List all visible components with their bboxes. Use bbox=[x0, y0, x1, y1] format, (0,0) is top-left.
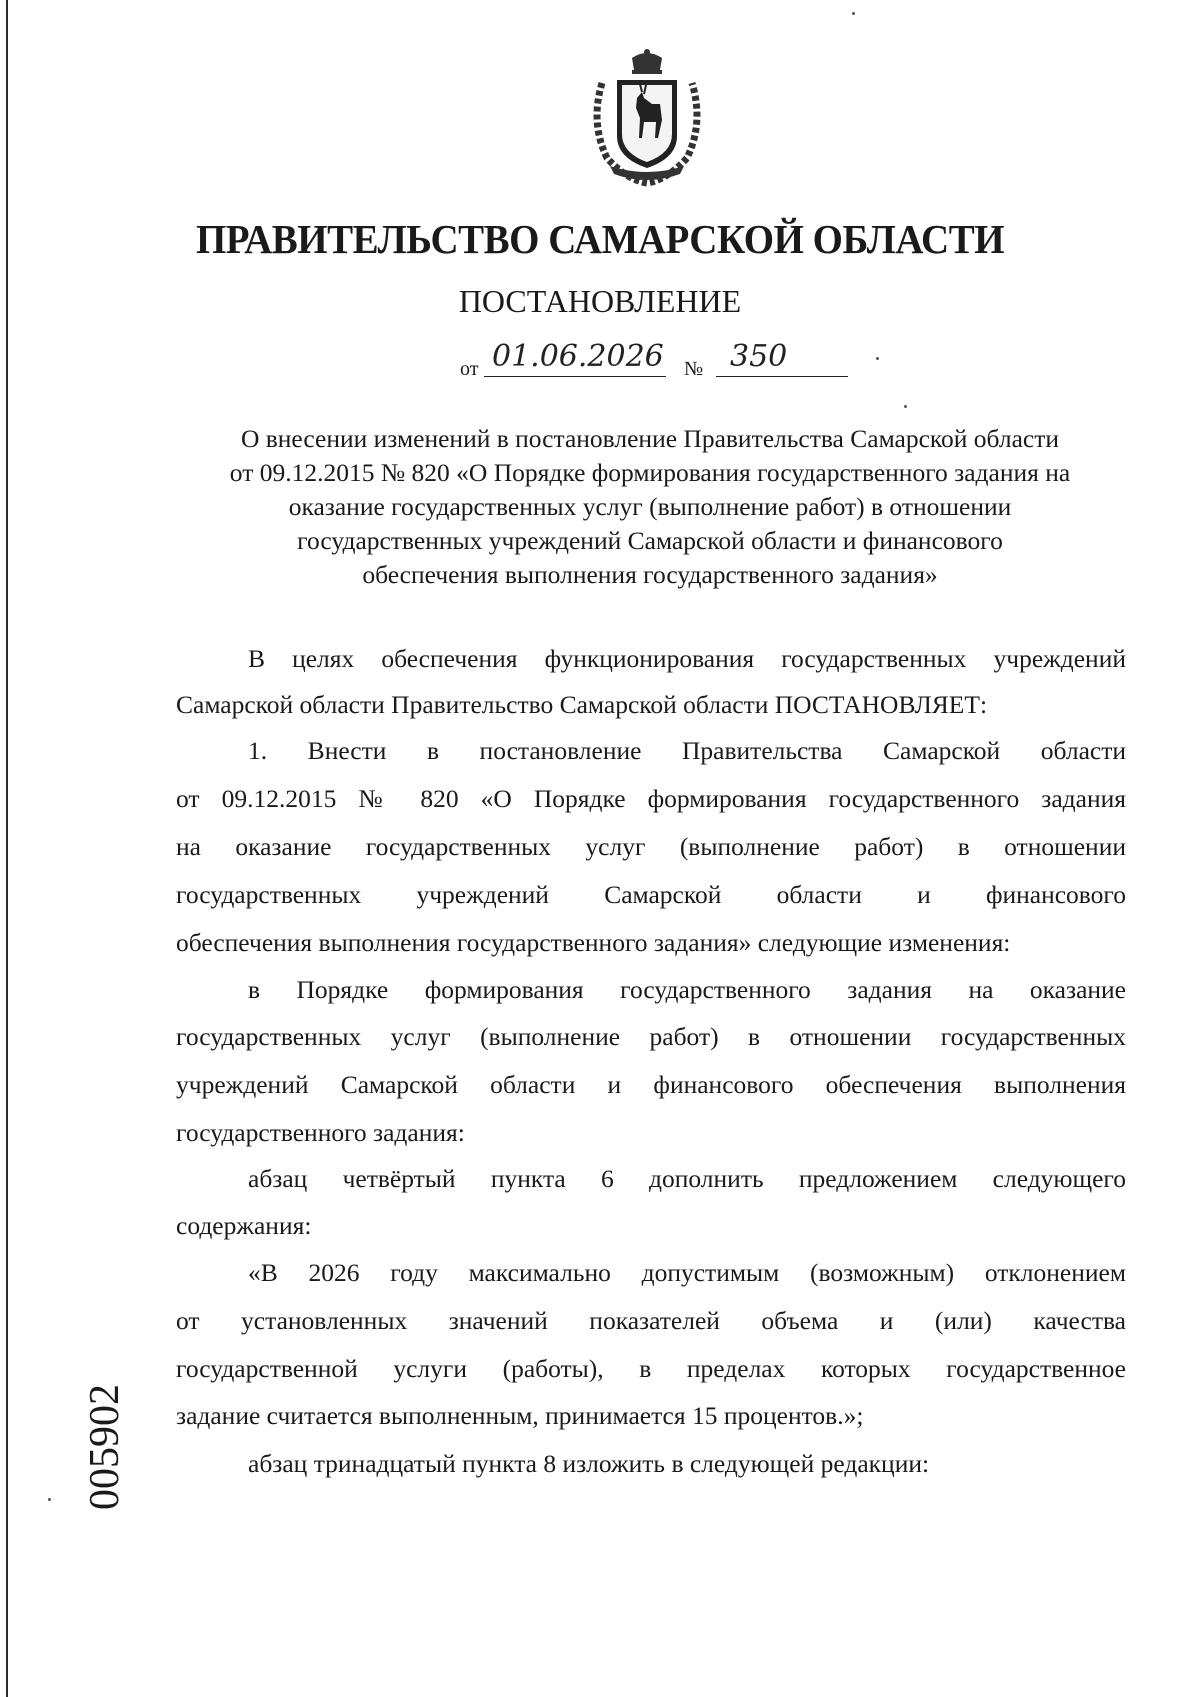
body-line: государственных услуг (выполнение работ) в отношении государственных bbox=[176, 1022, 1126, 1051]
date-prefix: от bbox=[460, 358, 479, 380]
subject-line: обеспечения выполнения государственного задания» bbox=[362, 560, 938, 589]
handwritten-date: 01.06.2026 bbox=[484, 338, 666, 377]
body-line: содержания: bbox=[176, 1211, 312, 1240]
subject-line: государственных учреждений Самарской области и финансового bbox=[297, 526, 1003, 555]
handwritten-number: 350 bbox=[716, 338, 848, 377]
scan-speck bbox=[904, 405, 907, 408]
government-title: ПРАВИТЕЛЬСТВО САМАРСКОЙ ОБЛАСТИ bbox=[195, 216, 1005, 262]
date-number-line bbox=[460, 338, 860, 378]
body-line: В целях обеспечения функционирования государственных учреждений bbox=[248, 644, 1126, 673]
body-line: 1. Внести в постановление Правительства Самарской области bbox=[248, 736, 1126, 765]
coat-of-arms-icon bbox=[582, 48, 712, 188]
body-line: от установленных значений показателей объема и (или) качества bbox=[176, 1306, 1126, 1335]
margin-stamp-number: 005902 bbox=[82, 1384, 128, 1510]
body-line: обеспечения выполнения государственного задания» следующие изменения: bbox=[176, 928, 1011, 957]
coat-of-arms-emblem bbox=[582, 48, 712, 188]
body-line: в Порядке формирования государственного задания на оказание bbox=[248, 975, 1126, 1004]
body-line: «В 2026 году максимально допустимым (возможным) отклонением bbox=[248, 1258, 1126, 1287]
document-type: ПОСТАНОВЛЕНИЕ bbox=[458, 283, 742, 319]
body-line: государственной услуги (работы), в пределах которых государственное bbox=[176, 1354, 1126, 1383]
body-line: государственных учреждений Самарской области и финансового bbox=[176, 880, 1126, 909]
subject-line: от 09.12.2015 № 820 «О Порядке формирования государственного задания на bbox=[229, 458, 1071, 487]
body-line: Самарской области Правительство Самарской области ПОСТАНОВЛЯЕТ: bbox=[176, 690, 988, 719]
document-subject bbox=[170, 422, 1130, 592]
number-prefix: № bbox=[684, 358, 704, 380]
body-line: абзац тринадцатый пункта 8 изложить в следующей редакции: bbox=[248, 1449, 930, 1478]
scan-speck bbox=[876, 357, 879, 360]
page-edge-line bbox=[6, 0, 8, 1697]
body-line: от 09.12.2015 № 820 «О Порядке формирования государственного задания bbox=[176, 784, 1126, 813]
body-line: задание считается выполненным, принимается 15 процентов.»; bbox=[176, 1401, 864, 1430]
body-line: государственного задания: bbox=[176, 1118, 465, 1147]
body-line: учреждений Самарской области и финансового обеспечения выполнения bbox=[176, 1070, 1126, 1099]
body-line: абзац четвёртый пункта 6 дополнить предложением следующего bbox=[248, 1164, 1126, 1193]
subject-line: О внесении изменений в постановление Правительства Самарской области bbox=[240, 424, 1060, 453]
scan-speck bbox=[852, 12, 855, 15]
body-line: на оказание государственных услуг (выполнение работ) в отношении bbox=[176, 832, 1126, 861]
scan-speck bbox=[48, 1498, 51, 1501]
subject-line: оказание государственных услуг (выполнение работ) в отношении bbox=[288, 492, 1012, 521]
